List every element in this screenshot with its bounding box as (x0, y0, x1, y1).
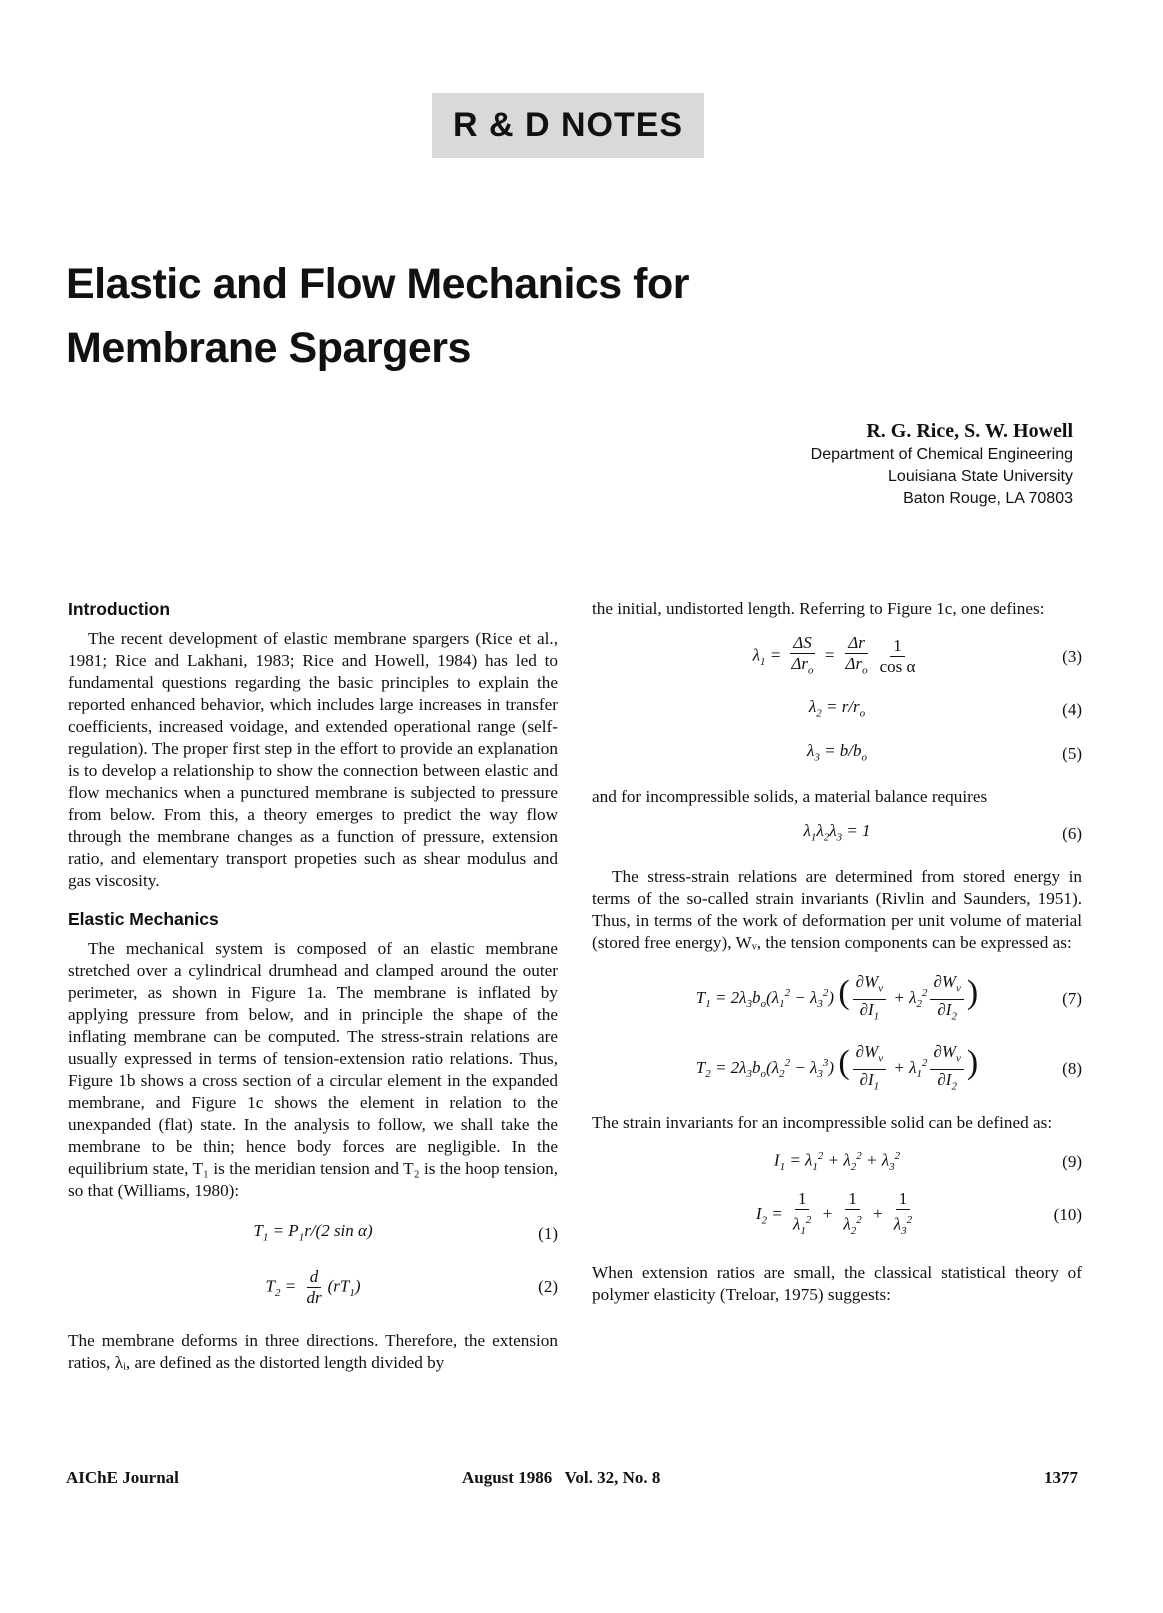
right-paragraph-2: and for incompressible solids, a material balance requires (592, 787, 988, 806)
title-line-1: Elastic and Flow Mechanics for (66, 260, 689, 308)
title-line-2: Membrane Spargers (66, 324, 471, 372)
equation-number: (1) (538, 1224, 558, 1243)
equation-number: (5) (1062, 744, 1082, 763)
equation-5: $\lambda_3 = b/b_o$ (5) (806, 740, 1082, 764)
elastic-paragraph-1: The mechanical system is composed of an elastic membrane stretched over a cylindrical drumhead and clamped around the outer perimeter, as shown in Figure 1a. The membrane is inflated by applying pressure from below, and in principle the shape of the inflating membrane can be computed. The stress-strain relations are usually expressed in terms of tension-extension ratio relations. Thus, Figure 1b shows a cross section of a circular element in the expanded membrane, and Figure 1c shows the element in relation to the unexpanded (flat) state. In the analysis to follow, we shall take the membrane to be thin; hence body forces are negligible. In the equilibrium state, T₁ is the meridian tension and T₂ is the hoop tension, so that (Williams, 1980): (68, 939, 558, 1200)
left-column (68, 598, 558, 1374)
page-footer (66, 1468, 1078, 1492)
equation-number: (7) (1062, 989, 1082, 1008)
footer-journal: AIChE Journal (66, 1468, 179, 1487)
equation-10: $I_2$ = $\frac{1}{\lambda_1^2}$ + $\frac{1}{\lambda_2^2}$ + $\frac{1}{\lambda_3^2}$ (10) (755, 1188, 1082, 1238)
right-column (592, 598, 1082, 1306)
intro-paragraph: The recent development of elastic membrane spargers (Rice et al., 1981; Rice and Lakhani, 1983; Rice and Howell, 1984) has led to fundamental questions regarding the basic principles to explain the reported enhanced behavior, which includes large increases in transfer coefficients, increased voidage, and extended operational range (self-regulation). The proper first step in the effort to provide an explanation is to develop a relationship to show the connection between elastic and flow mechanics when a punctured membrane is subjected to pressure from below. From this, a theory emerges to predict the way flow through the membrane changes as a function of pressure, extension ratio, and elementary transport propeties such as shear modulus and gas viscosity. (68, 629, 558, 890)
right-paragraph-3: The stress-strain relations are determined from stored energy in terms of the so-called strain invariants (Rivlin and Saunders, 1951). Thus, in terms of the work of deformation per unit volume of material (stored free energy), Wᵥ, the tension components can be expressed as: (592, 867, 1082, 952)
equation-number: (8) (1062, 1059, 1082, 1078)
footer-page-number: 1377 (1044, 1468, 1078, 1487)
equation-1: $T_1 = P_1r/(2$ sin α) (1) (253, 1220, 558, 1244)
equation-2: $T_2$ = $\frac{d}{dr}$ $(rT_1)$ (2) (265, 1266, 558, 1307)
intro-heading: Introduction (68, 599, 171, 619)
elastic-paragraph-2: The membrane deforms in three directions. Therefore, the extension ratios, λᵢ, are defined as the distorted length divided by (68, 1331, 558, 1372)
equation-6: $\lambda_1\lambda_2\lambda_3 = 1$ (6) (803, 820, 1082, 844)
paper-title (66, 252, 966, 380)
equation-number: (6) (1062, 824, 1082, 843)
authors: R. G. Rice, S. W. Howell (866, 420, 1073, 442)
equation-3: $\lambda_1$ = $\frac{\Delta S}{\Delta r_o}$ = $\frac{\Delta r}{\Delta r_o}$ $\frac{1}{\text{cos α}}$ (3) (752, 633, 1082, 677)
equation-7: $T_1 = 2\lambda_3b_o(\lambda_1^2 - \lambda_3^2)$ ( $\frac{\partial W_v}{\partial I_1}$ + $\lambda_2^2$ $\frac{\partial W_v}{\partial I_2}$ ) (7) (695, 972, 1082, 1022)
equation-number: (3) (1062, 647, 1082, 666)
equation-number: (2) (538, 1277, 558, 1296)
right-paragraph-1: the initial, undistorted length. Referring to Figure 1c, one defines: (592, 599, 1045, 618)
affiliation-city: Baton Rouge, LA 70803 (903, 490, 1073, 507)
affiliation-univ: Louisiana State University (888, 468, 1073, 485)
equation-9: $I_1 = \lambda_1^2 + \lambda_2^2 + \lambda_3^2$ (9) (773, 1150, 1082, 1174)
equation-4: $\lambda_2 = r/r_o$ (4) (808, 696, 1082, 720)
affiliation-dept: Department of Chemical Engineering (810, 446, 1073, 463)
footer-issue: August 1986 Vol. 32, No. 8 (462, 1468, 661, 1487)
author-block (811, 418, 1073, 510)
equation-number: (4) (1062, 700, 1082, 719)
elastic-heading: Elastic Mechanics (68, 909, 219, 929)
equation-8: $T_2 = 2\lambda_3b_o(\lambda_2^2 - \lambda_3^3)$ ( $\frac{\partial W_v}{\partial I_1}$ + $\lambda_1^2$ $\frac{\partial W_v}{\partial I_2}$ ) (8) (695, 1042, 1082, 1092)
right-paragraph-4: The strain invariants for an incompressible solid can be defined as: (592, 1113, 1053, 1132)
equation-number: (9) (1062, 1152, 1082, 1171)
right-paragraph-5: When extension ratios are small, the classical statistical theory of polymer elasticity (Treloar, 1975) suggests: (592, 1263, 1082, 1304)
section-banner: R & D NOTES (432, 93, 704, 158)
equation-number: (10) (1053, 1205, 1082, 1224)
